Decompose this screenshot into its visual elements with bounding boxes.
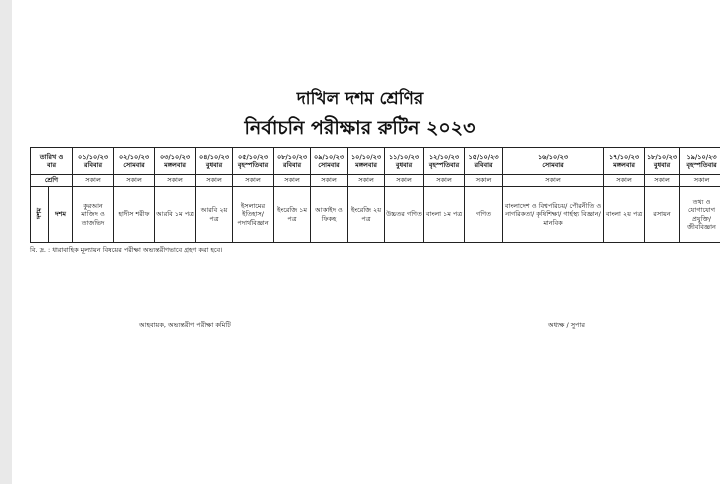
exam-date: ০৪/১০/২৩ <box>198 152 230 161</box>
exam-date: ১৬/১০/২৩ <box>537 152 569 161</box>
shift-cell: সকাল <box>155 175 196 187</box>
exam-date: ১৫/১০/২৩ <box>468 152 499 161</box>
exam-day: মঙ্গলবার <box>355 161 377 169</box>
date-cell <box>680 148 720 175</box>
shift-cell: সকাল <box>503 175 604 187</box>
exam-date: ০২/১০/২৩ <box>118 152 150 161</box>
subject-cell: বাংলা ২য় পত্র <box>604 187 645 243</box>
date-cell <box>233 148 274 175</box>
exam-day: মঙ্গলবার <box>164 161 186 169</box>
shift-cell: সকাল <box>114 175 155 187</box>
exam-day: রবিবার <box>83 161 103 169</box>
grade-vertical-text: দশম <box>35 208 44 219</box>
shift-cell: সকাল <box>385 175 424 187</box>
date-cell <box>114 148 155 175</box>
shift-cell: সকাল <box>73 175 114 187</box>
subject-cell: রসায়ন <box>645 187 680 243</box>
subject-cell: বাংলাদেশ ও বিশ্বপরিচয়/ পৌরনীতি ও নাগরিকতা/ কৃষিশিক্ষা/ গার্হস্থ্য বিজ্ঞান/ মানবিক <box>503 187 604 243</box>
exam-date: ১০/১০/২৩ <box>350 152 382 161</box>
subject-cell: আরবি ১ম পত্র <box>155 187 196 243</box>
page-title-line2: নির্বাচনি পরীক্ষার রুটিন ২০২৩ <box>244 117 476 139</box>
subject-cell: আরবি ২য় পত্র <box>196 187 233 243</box>
exam-date: ১৭/১০/২৩ <box>608 152 640 161</box>
shift-cell: সকাল <box>311 175 348 187</box>
exam-date: ১৯/১০/২৩ <box>686 152 717 161</box>
date-cell <box>604 148 645 175</box>
shift-row-label: শ্রেণি <box>31 175 73 187</box>
exam-date: ১৮/১০/২৩ <box>646 152 678 161</box>
exam-day: বৃহস্পতিবার <box>237 161 269 169</box>
shift-cell: সকাল <box>604 175 645 187</box>
exam-day: সোমবার <box>542 161 564 169</box>
page-title-line1: দাখিল দশম শ্রেণির <box>296 89 424 109</box>
date-cell <box>424 148 465 175</box>
subject-cell: ইংরেজি ২য় পত্র <box>348 187 385 243</box>
header-label-line1: তারিখ ও <box>39 152 64 161</box>
exam-day: রবিবার <box>282 161 302 169</box>
date-cell <box>73 148 114 175</box>
grade-vertical-cell <box>31 187 49 243</box>
shift-cell: সকাল <box>274 175 311 187</box>
shift-cell: সকাল <box>424 175 465 187</box>
header-label-line2: বার <box>46 161 57 169</box>
exam-day: বুধবার <box>205 161 223 169</box>
date-cell <box>645 148 680 175</box>
shift-cell: সকাল <box>465 175 503 187</box>
date-cell <box>503 148 604 175</box>
shift-cell: সকাল <box>348 175 385 187</box>
subject-cell: ইংরেজি ১ম পত্র <box>274 187 311 243</box>
exam-date: ১২/১০/২৩ <box>428 152 460 161</box>
shift-row <box>31 175 720 187</box>
date-cell <box>274 148 311 175</box>
exam-date: ০৩/১০/২৩ <box>159 152 191 161</box>
subject-cell: গণিত <box>465 187 503 243</box>
subject-cell: আকাইদ ও ফিকহ <box>311 187 348 243</box>
exam-routine-table <box>30 147 720 243</box>
shift-cell: সকাল <box>645 175 680 187</box>
exam-day: বৃহস্পতিবার <box>686 161 717 169</box>
exam-day: বুধবার <box>395 161 413 169</box>
viewer-left-margin <box>0 0 12 484</box>
subject-cell: কুরআন মাজিদ ও তাজভিদ <box>73 187 114 243</box>
shift-cell: সকাল <box>233 175 274 187</box>
grade-label-cell: দশম <box>49 187 73 243</box>
date-cell <box>196 148 233 175</box>
date-cell <box>311 148 348 175</box>
date-row <box>31 148 720 175</box>
shift-cell: সকাল <box>196 175 233 187</box>
header-label-cell <box>31 148 73 175</box>
subject-cell: ইসলামের ইতিহাস/ পদার্থবিজ্ঞান <box>233 187 274 243</box>
date-cell <box>155 148 196 175</box>
shift-cell: সকাল <box>680 175 720 187</box>
exam-date: ০৮/১০/২৩ <box>276 152 308 161</box>
footnote: বি. দ্র. : ধারাবাহিক মূল্যায়ন বিষয়ের পরীক্ষা অভ্যন্তরীণভাবে গ্রহণ করা হবে। <box>30 246 223 254</box>
date-cell <box>348 148 385 175</box>
date-cell <box>465 148 503 175</box>
exam-date: ০১/১০/২৩ <box>77 152 109 161</box>
subject-cell: উচ্চতর গণিত <box>385 187 424 243</box>
exam-day: বৃহস্পতিবার <box>428 161 460 169</box>
signature-convener: আহবায়ক, অভ্যন্তরীণ পরীক্ষা কমিটি <box>139 321 231 329</box>
subject-cell: তথ্য ও যোগাযোগ প্রযুক্তি/ জীববিজ্ঞান <box>680 187 720 243</box>
subject-cell: বাংলা ১ম পত্র <box>424 187 465 243</box>
exam-day: বুধবার <box>653 161 671 169</box>
subject-cell: হাদীস শরীফ <box>114 187 155 243</box>
exam-date: ১১/১০/২৩ <box>388 152 420 161</box>
exam-day: মঙ্গলবার <box>613 161 635 169</box>
exam-day: সোমবার <box>318 161 340 169</box>
subject-row <box>31 187 720 243</box>
exam-date: ০৫/১০/২৩ <box>237 152 269 161</box>
date-cell <box>385 148 424 175</box>
signature-principal: অধ্যক্ষ / সুপার <box>548 321 585 329</box>
exam-day: সোমবার <box>123 161 145 169</box>
exam-date: ০৯/১০/২৩ <box>313 152 345 161</box>
exam-day: রবিবার <box>474 161 493 169</box>
